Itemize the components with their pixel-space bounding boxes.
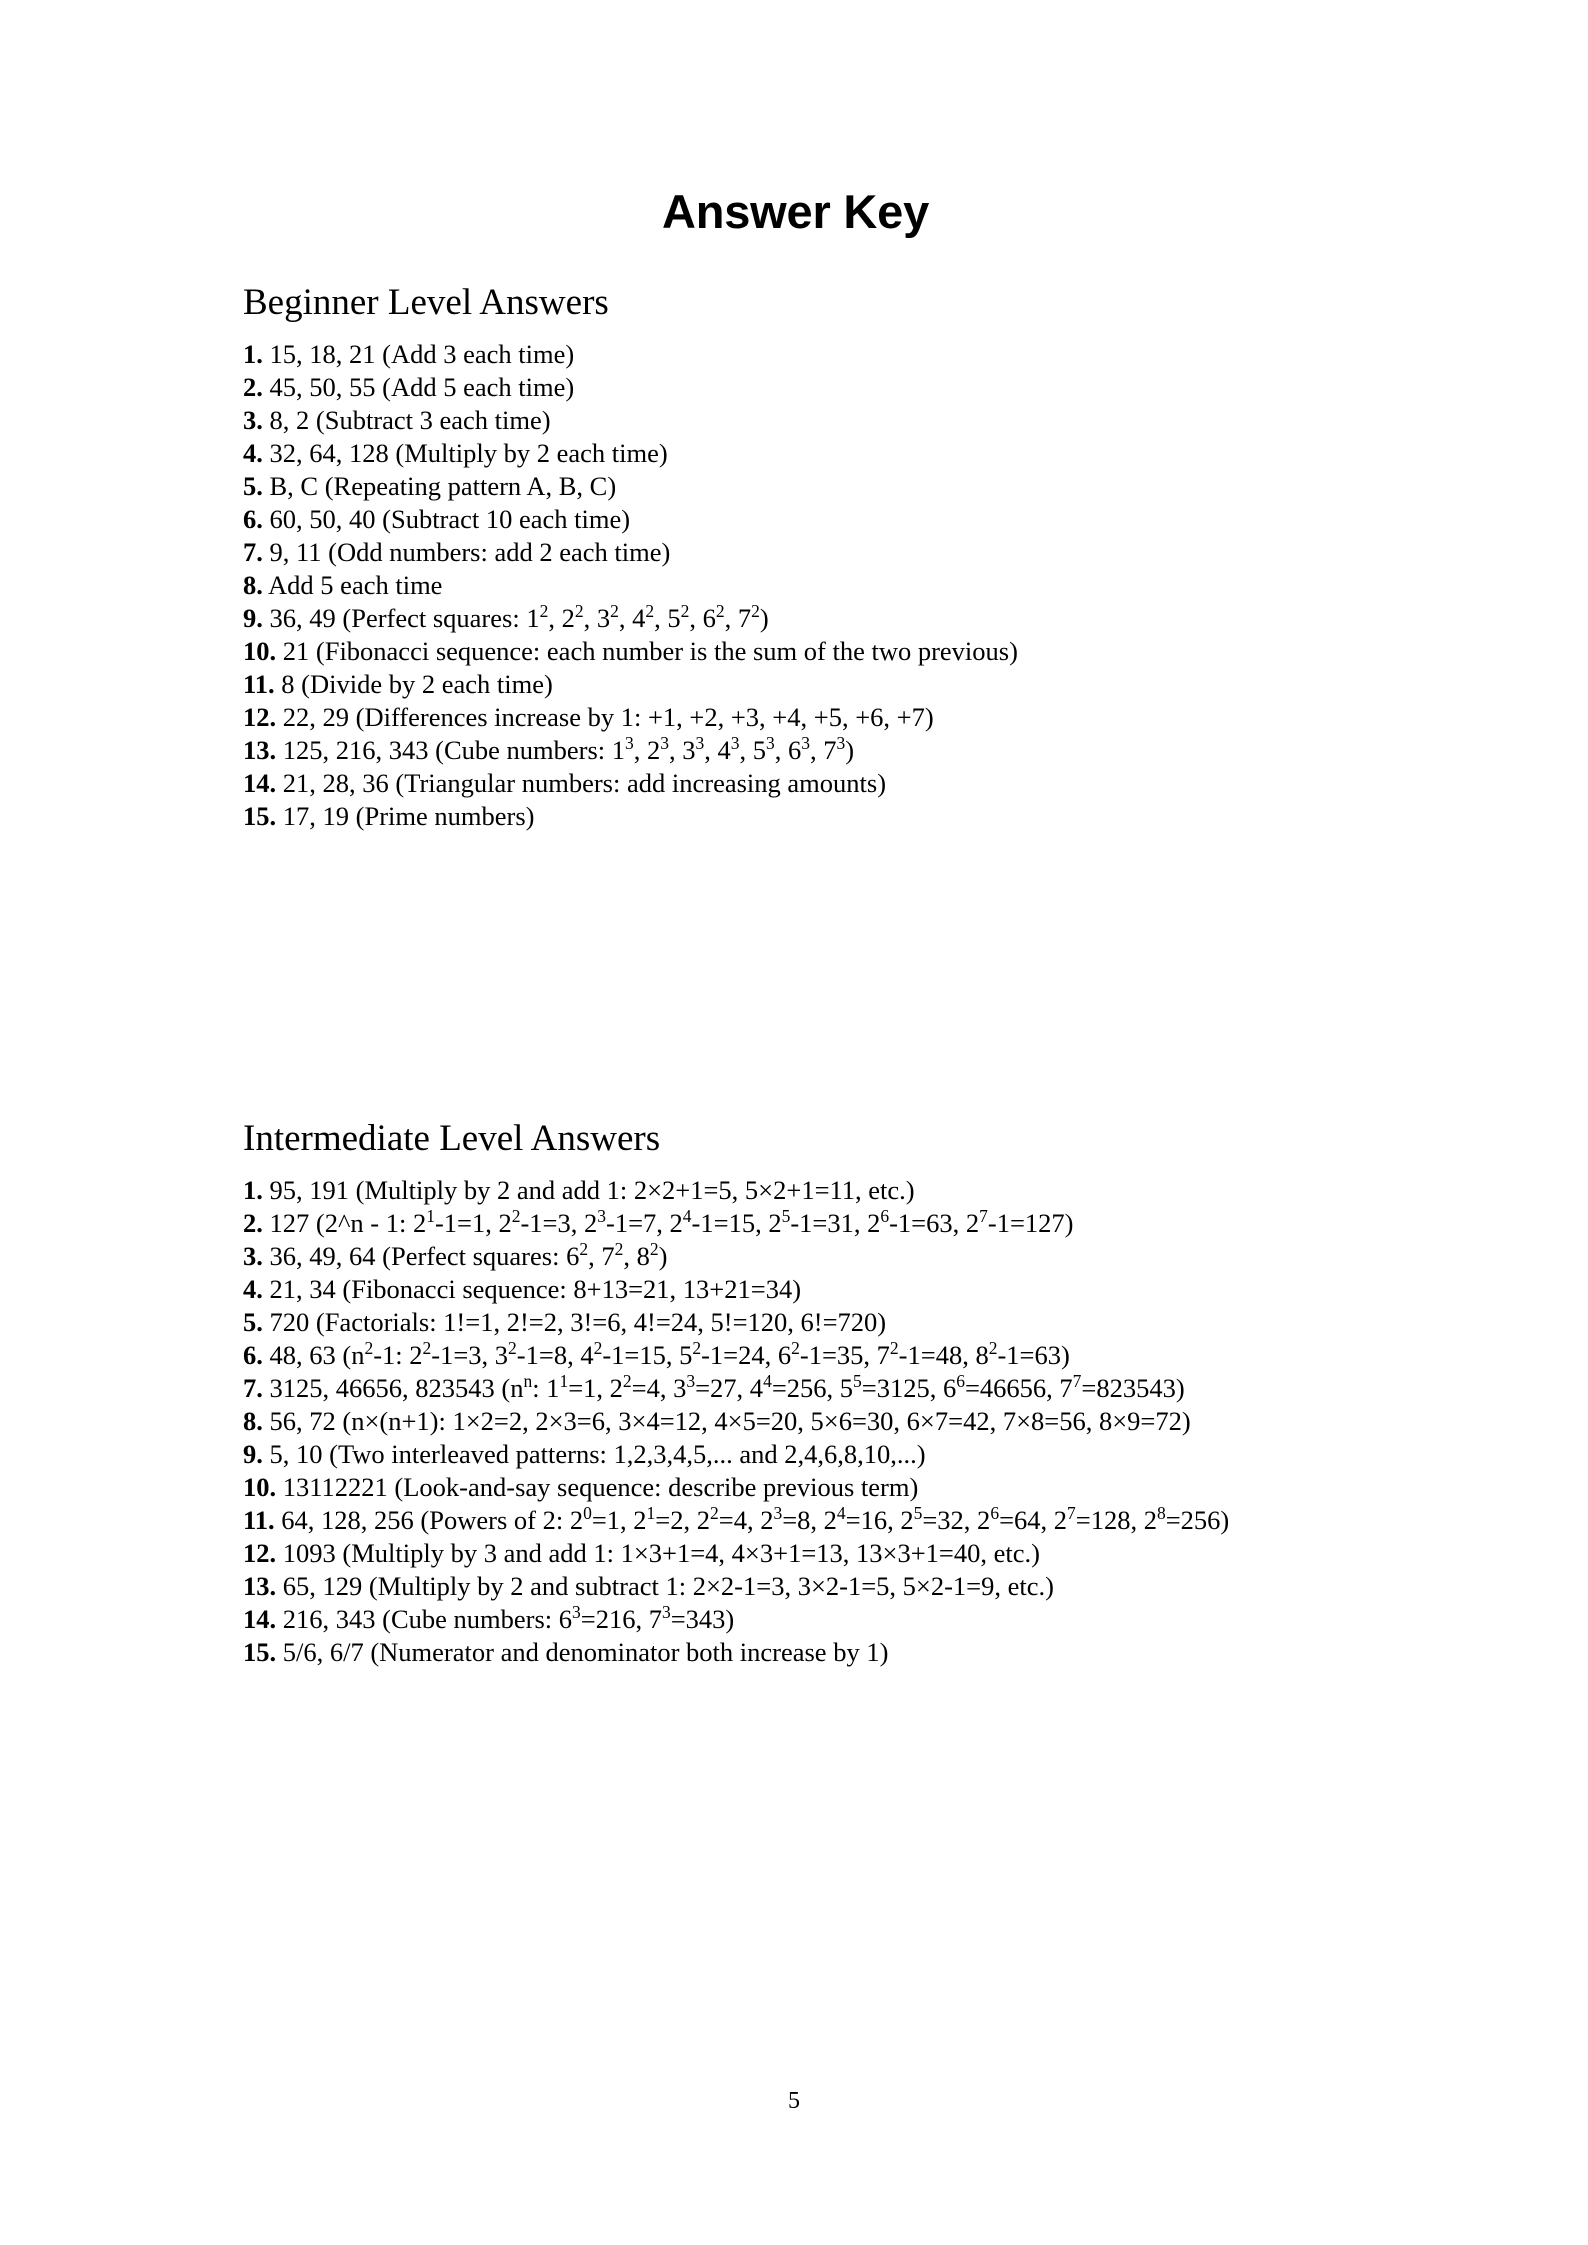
answer-number: 10.	[243, 1471, 277, 1502]
answer-text: 8, 2 (Subtract 3 each time)	[269, 404, 551, 435]
answer-item	[243, 1174, 1348, 1207]
answer-text: 21, 34 (Fibonacci sequence: 8+13=21, 13+21=34)	[269, 1273, 802, 1304]
answer-number: 7.	[243, 536, 263, 567]
answer-text: 216, 343 (Cube numbers: $6^3=216$, $7^3=343$)	[282, 1601, 735, 1634]
answer-item	[243, 1405, 1348, 1438]
answer-list-beginner	[243, 338, 1348, 833]
answer-item	[243, 503, 1348, 536]
answer-number: 9.	[243, 1438, 263, 1469]
answer-item	[243, 1306, 1348, 1339]
answer-number: 11.	[243, 1504, 275, 1535]
answer-item	[243, 800, 1348, 833]
answer-text: 21 (Fibonacci sequence: each number is the sum of the two previous)	[282, 635, 1018, 666]
answer-number: 1.	[243, 338, 263, 369]
answer-item	[243, 569, 1348, 602]
answer-item	[243, 635, 1348, 668]
answer-item	[243, 602, 1348, 635]
answer-number: 14.	[243, 767, 277, 798]
answer-text: 45, 50, 55 (Add 5 each time)	[269, 371, 575, 402]
answer-number: 5.	[243, 470, 263, 501]
answer-text: 125, 216, 343 (Cube numbers: $1^3$, $2^3$, $3^3$, $4^3$, $5^3$, $6^3$, $7^3$)	[282, 732, 855, 765]
section-intermediate-level	[243, 833, 1348, 1669]
answer-item	[243, 1504, 1348, 1537]
answer-item	[243, 701, 1348, 734]
answer-list-intermediate	[243, 1174, 1348, 1669]
section-beginner-level	[243, 238, 1348, 833]
answer-number: 15.	[243, 800, 277, 831]
answer-item	[243, 767, 1348, 800]
answer-number: 4.	[243, 437, 263, 468]
answer-text: 95, 191 (Multiply by 2 and add 1: 2×2+1=5, 5×2+1=11, etc.)	[269, 1174, 915, 1205]
answer-number: 9.	[243, 602, 263, 633]
answer-item	[243, 1471, 1348, 1504]
answer-number: 13.	[243, 1570, 277, 1601]
answer-text: 9, 11 (Odd numbers: add 2 each time)	[269, 536, 671, 567]
answer-item	[243, 1240, 1348, 1273]
answer-item	[243, 1603, 1348, 1636]
answer-item	[243, 470, 1348, 503]
answer-item	[243, 1339, 1348, 1372]
answer-text: 5, 10 (Two interleaved patterns: 1,2,3,4,5,... and 2,4,6,8,10,...)	[269, 1438, 926, 1469]
answer-text: 127 (2^n - 1: $2^1-1=1$, $2^2-1=3$, $2^3-1=7$, $2^4-1=15$, $2^5-1=31$, $2^6-1=63$, $2^7-1=127$)	[269, 1206, 1074, 1238]
answer-item	[243, 1537, 1348, 1570]
answer-item	[243, 437, 1348, 470]
answer-number: 3.	[243, 404, 263, 435]
answer-text: 8 (Divide by 2 each time)	[281, 668, 553, 699]
answer-item	[243, 1207, 1348, 1240]
page-number: 5	[788, 2088, 800, 2114]
answer-text: 56, 72 (n×(n+1): 1×2=2, 2×3=6, 3×4=12, 4×5=20, 5×6=30, 6×7=42, 7×8=56, 8×9=72)	[269, 1405, 1191, 1436]
answer-text: 3125, 46656, 823543 ($n^n$: $1^1=1$, $2^2=4$, $3^3=27$, $4^4=256$, $5^5=3125$, $6^6=46656$, $7^7=823543$)	[269, 1371, 1185, 1403]
answer-text: 64, 128, 256 (Powers of 2: $2^0=1$, $2^1=2$, $2^2=4$, $2^3=8$, $2^4=16$, $2^5=32$, $2^6=64$, $2^7=128$, $2^8=256$)	[281, 1502, 1230, 1535]
answer-text: 5/6, 6/7 (Numerator and denominator both increase by 1)	[282, 1636, 889, 1667]
answer-number: 7.	[243, 1372, 263, 1403]
answer-item	[243, 1372, 1348, 1405]
page-title: Answer Key	[661, 185, 930, 238]
answer-item	[243, 536, 1348, 569]
answer-item	[243, 338, 1348, 371]
answer-number: 13.	[243, 734, 277, 765]
answer-number: 6.	[243, 503, 263, 534]
answer-number: 10.	[243, 635, 277, 666]
answer-item	[243, 734, 1348, 767]
answer-text: 21, 28, 36 (Triangular numbers: add increasing amounts)	[282, 767, 887, 798]
answer-number: 12.	[243, 701, 277, 732]
page-content	[243, 0, 1348, 1669]
answer-text: 22, 29 (Differences increase by 1: +1, +2, +3, +4, +5, +6, +7)	[282, 701, 934, 732]
answer-text: 36, 49 (Perfect squares: $1^2$, $2^2$, $3^2$, $4^2$, $5^2$, $6^2$, $7^2$)	[269, 600, 769, 633]
answer-number: 2.	[243, 371, 263, 402]
answer-number: 2.	[243, 1207, 263, 1238]
answer-number: 6.	[243, 1339, 263, 1370]
answer-item	[243, 668, 1348, 701]
answer-text: 15, 18, 21 (Add 3 each time)	[269, 338, 575, 369]
answer-text: 36, 49, 64 (Perfect squares: $6^2$, $7^2$, $8^2$)	[269, 1239, 668, 1271]
answer-number: 8.	[243, 1405, 263, 1436]
answer-text: B, C (Repeating pattern A, B, C)	[269, 470, 617, 501]
answer-item	[243, 404, 1348, 437]
answer-text: 65, 129 (Multiply by 2 and subtract 1: 2×2-1=3, 3×2-1=5, 5×2-1=9, etc.)	[282, 1570, 1054, 1601]
answer-text: 720 (Factorials: 1!=1, 2!=2, 3!=6, 4!=24, 5!=120, 6!=720)	[269, 1306, 887, 1337]
answer-number: 11.	[243, 668, 275, 699]
answer-text: 13112221 (Look-and-say sequence: describe previous term)	[282, 1471, 919, 1502]
answer-text: 17, 19 (Prime numbers)	[282, 800, 535, 831]
answer-number: 15.	[243, 1636, 277, 1667]
answer-number: 14.	[243, 1603, 277, 1634]
answer-item	[243, 1273, 1348, 1306]
answer-number: 4.	[243, 1273, 263, 1304]
answer-number: 12.	[243, 1537, 277, 1568]
answer-text: Add 5 each time	[268, 569, 443, 600]
answer-item	[243, 1636, 1348, 1669]
answer-number: 8.	[243, 569, 263, 600]
section-heading-intermediate: Intermediate Level Answers	[243, 1117, 661, 1159]
answer-number: 5.	[243, 1306, 263, 1337]
answer-item	[243, 1570, 1348, 1603]
answer-item	[243, 371, 1348, 404]
answer-number: 3.	[243, 1240, 263, 1271]
section-heading-beginner: Beginner Level Answers	[243, 281, 609, 323]
answer-text: 32, 64, 128 (Multiply by 2 each time)	[269, 437, 668, 468]
answer-item	[243, 1438, 1348, 1471]
answer-number: 1.	[243, 1174, 263, 1205]
answer-text: 1093 (Multiply by 3 and add 1: 1×3+1=4, 4×3+1=13, 13×3+1=40, etc.)	[282, 1537, 1040, 1568]
answer-text: 48, 63 ($n^2-1$: $2^2-1=3$, $3^2-1=8$, $4^2-1=15$, $5^2-1=24$, $6^2-1=35$, $7^2-1=48$, $8^2-1=63$)	[269, 1338, 1070, 1370]
answer-text: 60, 50, 40 (Subtract 10 each time)	[269, 503, 631, 534]
